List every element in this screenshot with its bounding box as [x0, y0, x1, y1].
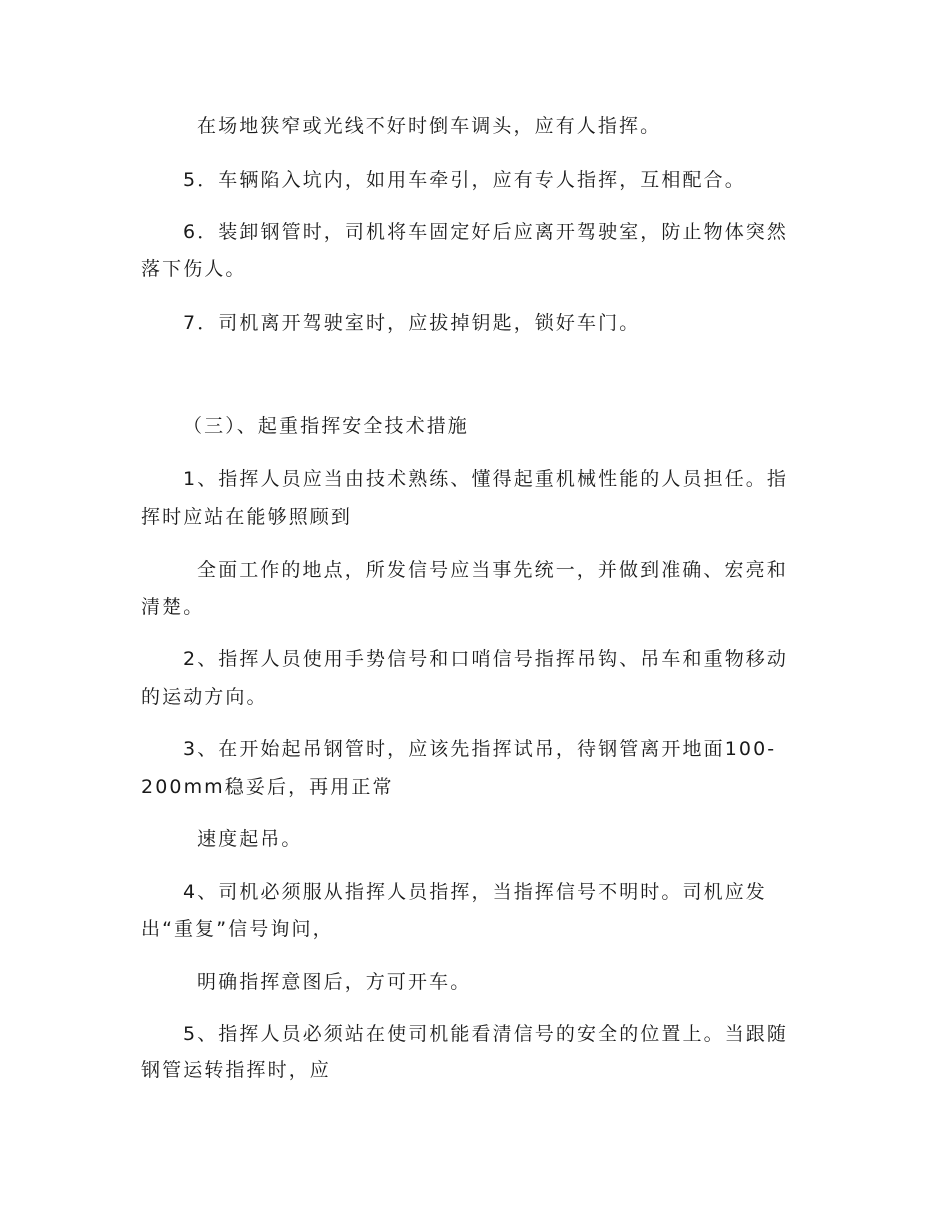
text-line: 明确指挥意图后，方可开车。 — [197, 971, 472, 993]
text-line: 3、在开始起吊钢管时，应该先指挥试吊，待钢管离开地面100- — [183, 738, 777, 760]
text-line: 出“重复”信号询问， — [141, 918, 334, 940]
text-line: 全面工作的地点，所发信号应当事先统一，并做到准确、宏亮和 — [197, 559, 788, 581]
text-line: 落下伤人。 — [141, 258, 247, 280]
text-line: 5、指挥人员必须站在使司机能看清信号的安全的位置上。当跟随 — [183, 1023, 788, 1045]
text-line: 200mm稳妥后，再用正常 — [141, 776, 394, 798]
text-line: 清楚。 — [141, 596, 205, 618]
section-heading: （三）、起重指挥安全技术措施 — [183, 415, 469, 437]
text-line: 5．车辆陷入坑内，如用车牵引，应有专人指挥，互相配合。 — [183, 169, 746, 191]
text-line: 6．装卸钢管时，司机将车固定好后应离开驾驶室，防止物体突然 — [183, 221, 788, 243]
text-line: 2、指挥人员使用手势信号和口哨信号指挥吊钩、吊车和重物移动 — [183, 648, 788, 670]
text-line: 1、指挥人员应当由技术熟练、懂得起重机械性能的人员担任。指 — [183, 468, 788, 490]
text-line: 的运动方向。 — [141, 686, 268, 708]
text-line: 4、司机必须服从指挥人员指挥，当指挥信号不明时。司机应发 — [183, 881, 767, 903]
text-line: 挥时应站在能够照顾到 — [141, 506, 353, 528]
text-line: 在场地狭窄或光线不好时倒车调头，应有人指挥。 — [197, 115, 662, 137]
text-line: 7．司机离开驾驶室时，应拔掉钥匙，锁好车门。 — [183, 312, 641, 334]
text-line: 速度起吊。 — [197, 828, 303, 850]
text-line: 钢管运转指挥时，应 — [141, 1059, 331, 1081]
